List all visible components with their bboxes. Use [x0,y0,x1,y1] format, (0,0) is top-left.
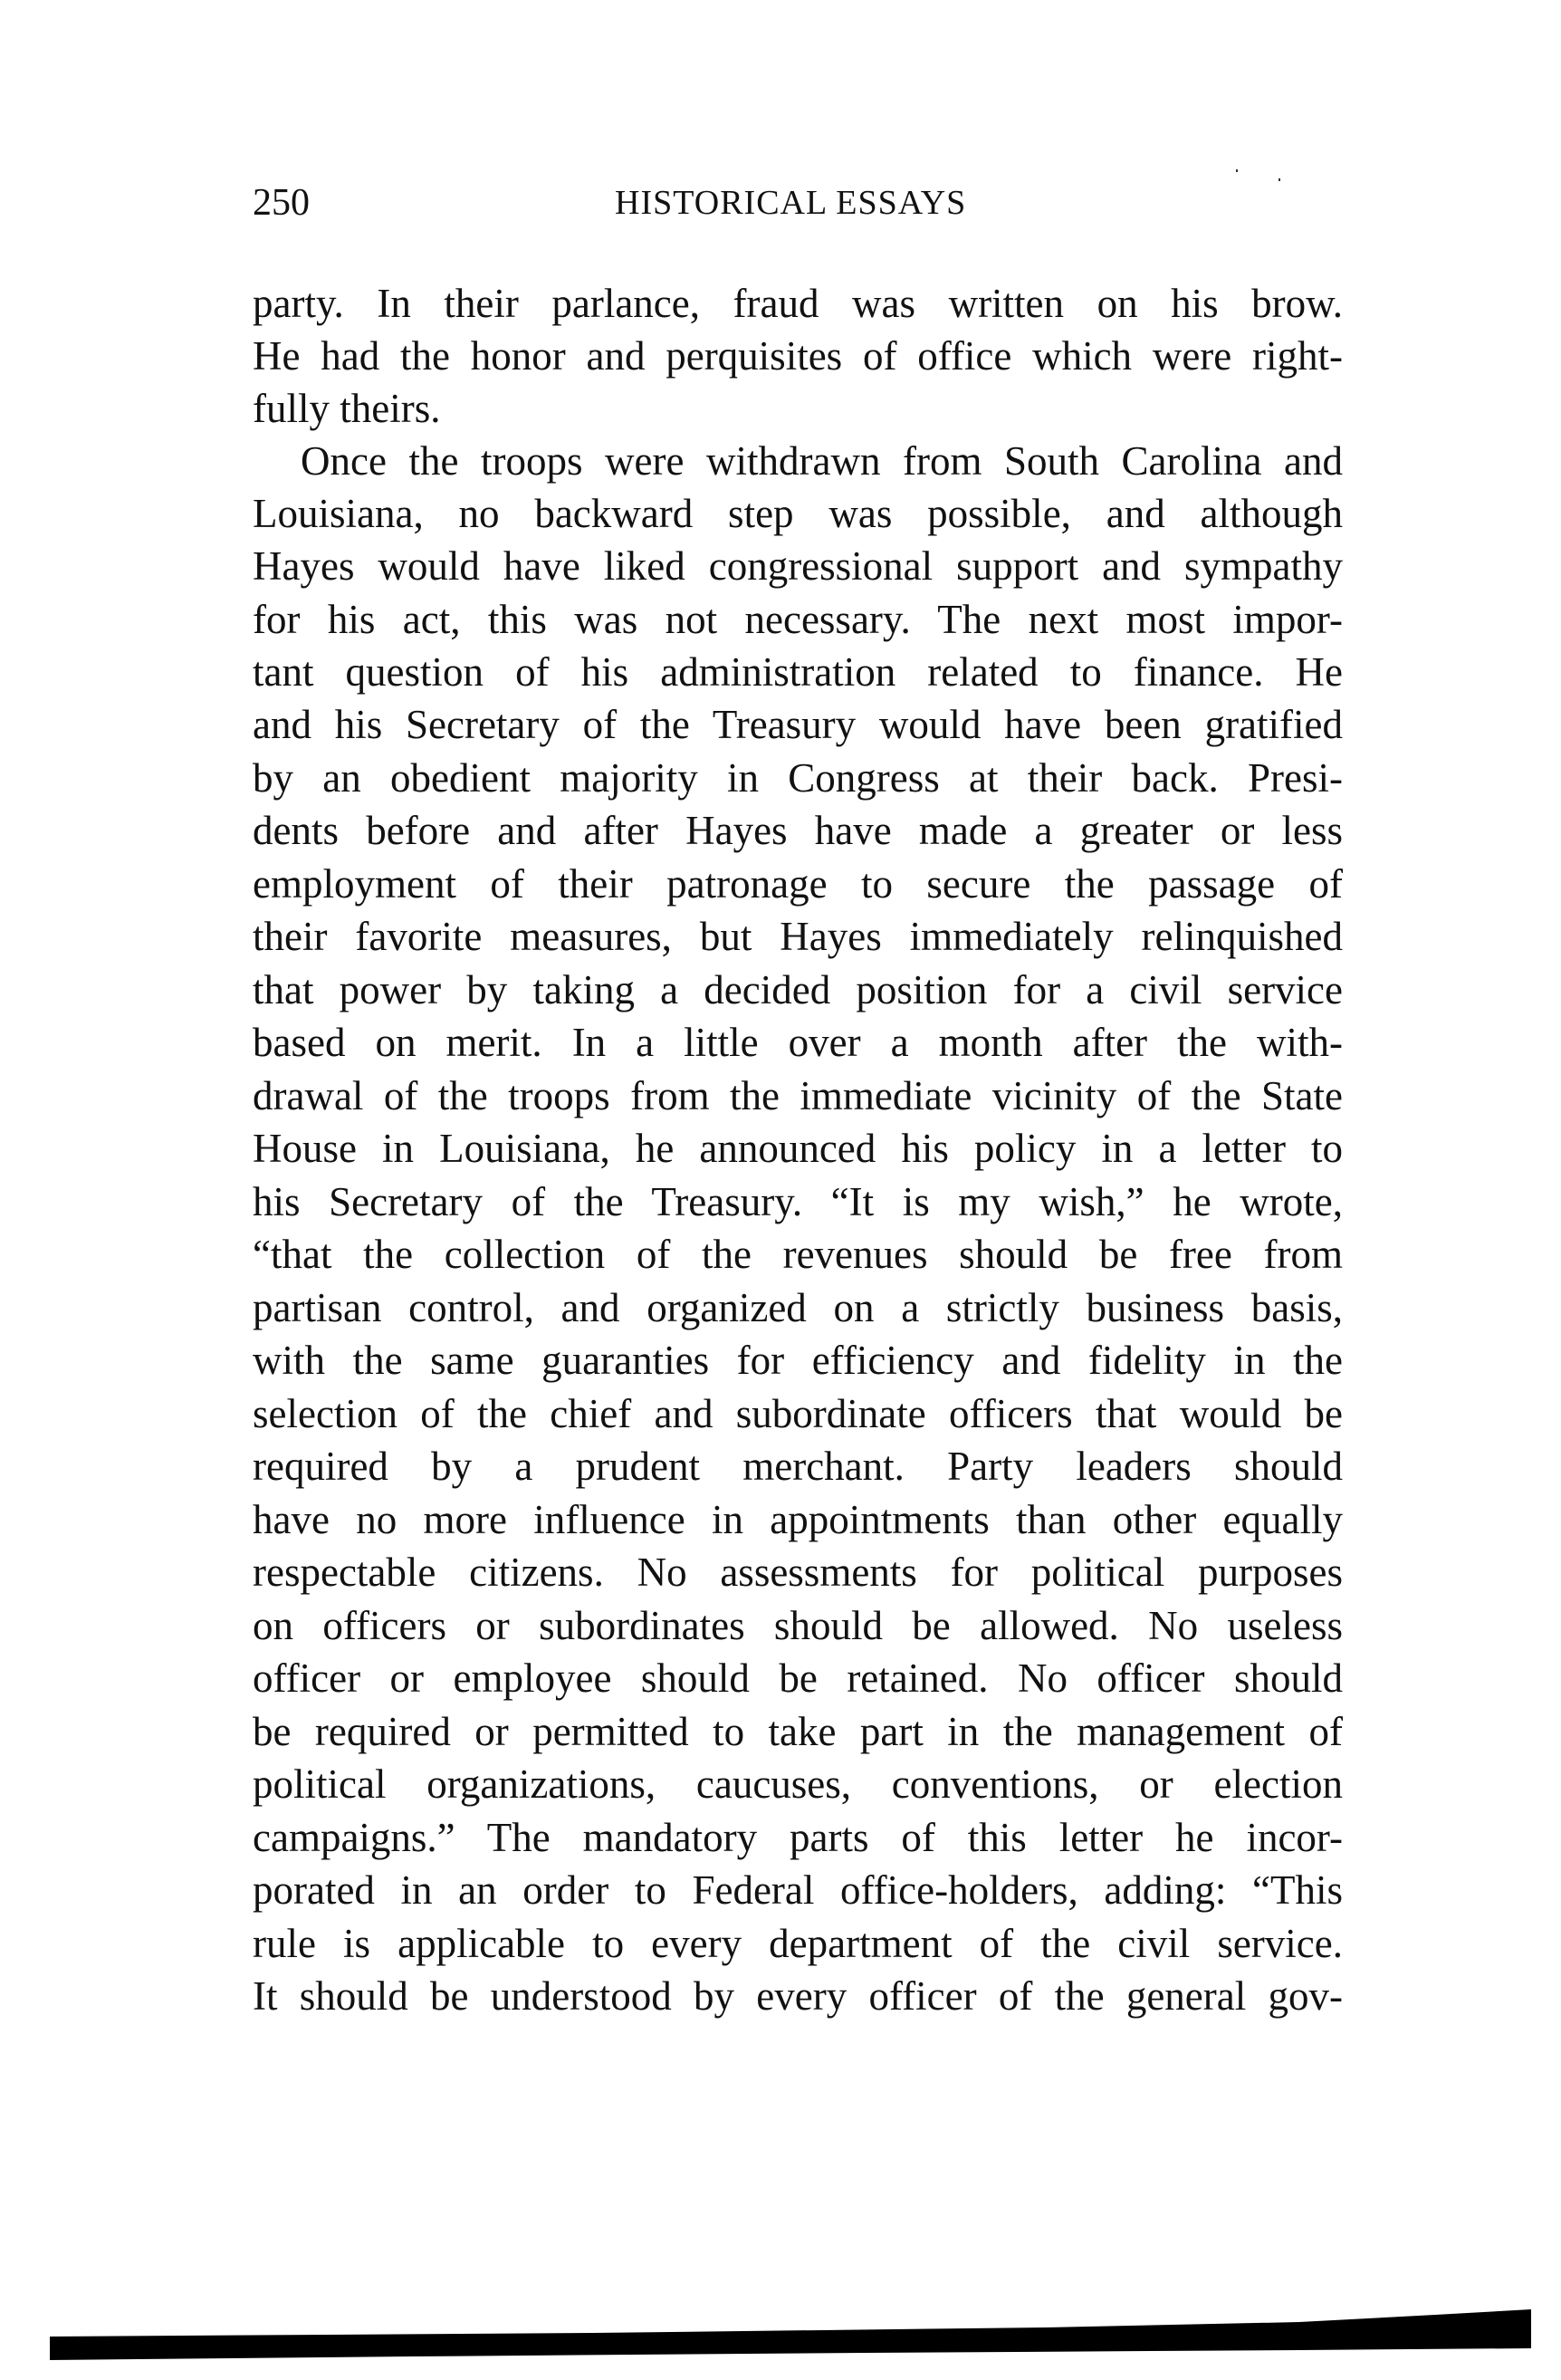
text-line: based on merit. In a little over a month after the with- [253,1020,1343,1065]
running-head [253,178,1343,228]
text-line: Once the troops were withdrawn from South Carolina and [301,438,1343,484]
text-line: their favorite measures, but Hayes immediately relinquished [253,914,1343,959]
text-line: with the same guaranties for efficiency and fidelity in the [253,1338,1343,1383]
running-title: HISTORICAL ESSAYS [615,184,967,222]
text-line: and his Secretary of the Treasury would have been gratified [253,702,1343,747]
text-line: He had the honor and perquisites of office which were right- [253,333,1343,379]
text-line: fully theirs. [253,386,441,431]
scan-speck [1236,169,1238,172]
text-line: on officers or subordinates should be allowed. No useless [253,1603,1343,1648]
text-line: respectable citizens. No assessments for political purposes [253,1550,1343,1595]
text-line: drawal of the troops from the immediate vicinity of the State [253,1073,1343,1118]
text-line: partisan control, and organized on a strictly business basis, [253,1285,1343,1330]
text-line: House in Louisiana, he announced his policy in a letter to [253,1126,1343,1171]
text-line: campaigns.” The mandatory parts of this letter he incor- [253,1815,1343,1860]
text-line: party. In their parlance, fraud was written on his brow. [253,281,1343,326]
text-line: Louisiana, no backward step was possible, and although [253,491,1343,536]
text-line: that power by taking a decided position for a civil service [253,967,1343,1012]
text-line: for his act, this was not necessary. The next most impor- [253,597,1343,642]
text-line: political organizations, caucuses, conventions, or election [253,1761,1343,1807]
text-line: It should be understood by every officer of the general gov- [253,1973,1343,2019]
scan-edge-bar [50,2309,1531,2362]
text-line: employment of their patronage to secure the passage of [253,861,1343,907]
text-line: tant question of his administration related to finance. He [253,649,1343,695]
text-line: officer or employee should be retained. No officer should [253,1655,1343,1701]
text-line: his Secretary of the Treasury. “It is my wish,” he wrote, [253,1179,1343,1224]
text-line: selection of the chief and subordinate officers that would be [253,1391,1343,1436]
text-line: rule is applicable to every department of the civil service. [253,1921,1343,1966]
text-line: required by a prudent merchant. Party leaders should [253,1444,1343,1489]
text-line: by an obedient majority in Congress at their back. Presi- [253,755,1343,801]
scan-speck [1278,178,1280,181]
text-line: be required or permitted to take part in the management of [253,1709,1343,1754]
text-line: dents before and after Hayes have made a greater or less [253,808,1343,853]
text-line: “that the collection of the revenues should be free from [253,1232,1343,1277]
page-number: 250 [253,182,310,224]
text-line: have no more influence in appointments than other equally [253,1497,1343,1542]
scan-edge-bar-shape [50,2309,1531,2360]
text-line: Hayes would have liked congressional support and sympathy [253,543,1343,589]
text-line: porated in an order to Federal office-holders, adding: “This [253,1867,1343,1913]
